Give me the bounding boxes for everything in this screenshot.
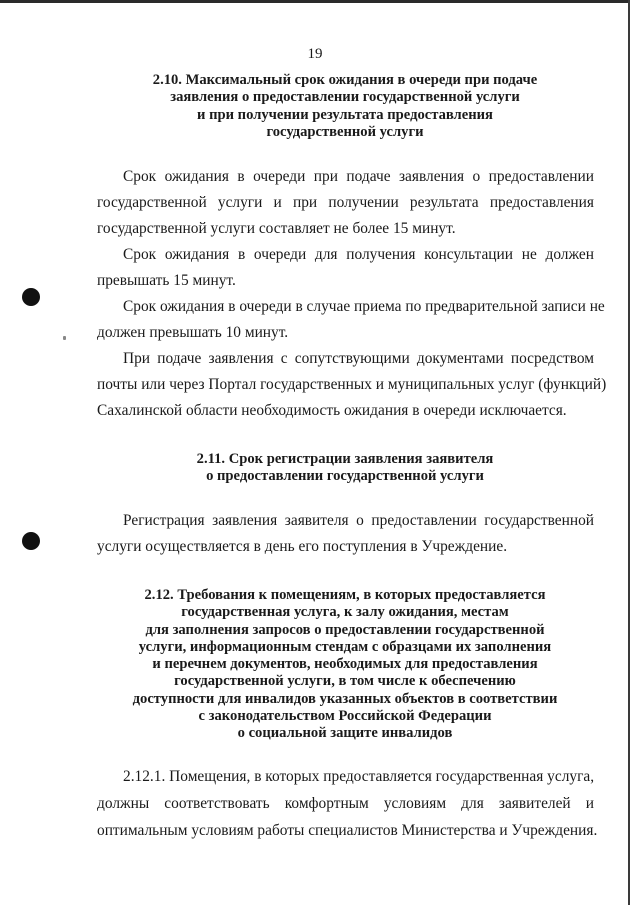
heading-line: о социальной защите инвалидов — [237, 725, 453, 742]
heading-line: заявления о предоставлении государственной услуги — [170, 89, 520, 106]
heading-line: 2.12. Требования к помещениям, в которых предоставляется — [144, 587, 546, 603]
heading-line: 2.10. Максимальный срок ожидания в очереди при подаче — [152, 72, 538, 88]
paragraph-line: услуги осуществляется в день его поступления в Учреждение. — [97, 538, 508, 555]
paragraph-line: При подаче заявления с сопутствующими документами посредством — [123, 350, 594, 367]
heading-line: государственной услуги — [266, 123, 424, 140]
heading-line: о предоставлении государственной услуги — [206, 468, 484, 485]
paragraph-line: Регистрация заявления заявителя о предоставлении государственной — [123, 512, 594, 529]
paragraph-line: оптимальным условиям работы специалистов Министерства и Учреждения. — [97, 822, 598, 839]
section-2-12-heading — [90, 587, 600, 743]
scan-edge-top — [0, 0, 630, 3]
paragraph-line: государственной услуги и при получении результата предоставления — [97, 194, 594, 211]
heading-line: с законодательством Российской Федерации — [198, 708, 492, 725]
heading-line: для заполнения запросов о предоставлении государственной — [145, 621, 545, 638]
paragraph-line: государственной услуги составляет не более 15 минут. — [97, 220, 456, 237]
paragraph-line: Сахалинской области необходимость ожидания в очереди исключается. — [97, 402, 567, 419]
heading-line: государственная услуга, к залу ожидания, местам — [181, 604, 509, 621]
section-2-11-heading — [90, 451, 600, 486]
scan-speck — [63, 336, 66, 340]
paragraph-line: должны соответствовать комфортным условиям для заявителей и — [97, 795, 594, 812]
heading-line: 2.11. Срок регистрации заявления заявителя — [196, 451, 494, 467]
heading-line: доступности для инвалидов указанных объектов в соответствии — [132, 690, 558, 707]
paragraph-line: Срок ожидания в очереди в случае приема по предварительной записи не — [123, 298, 605, 315]
punch-hole-upper — [22, 288, 40, 306]
paragraph-line: 2.12.1. Помещения, в которых предоставляется государственная услуга, — [123, 768, 595, 785]
heading-line: и при получении результата предоставления — [197, 106, 493, 123]
paragraph-line: должен превышать 10 минут. — [97, 324, 289, 341]
paragraph-line: Срок ожидания в очереди при подаче заявления о предоставлении — [123, 168, 594, 185]
paragraph-line: Срок ожидания в очереди для получения консультации не должен — [123, 246, 594, 263]
page-number: 19 — [307, 46, 323, 62]
section-2-10-heading — [90, 72, 600, 141]
paragraph-line: превышать 15 минут. — [97, 272, 236, 289]
heading-line: и перечнем документов, необходимых для предоставления — [152, 656, 538, 673]
heading-line: государственной услуги, в том числе к обеспечению — [174, 673, 516, 690]
paragraph-line: почты или через Портал государственных и муниципальных услуг (функций) — [97, 376, 607, 393]
heading-line: услуги, информационным стендам с образцами их заполнения — [138, 638, 552, 655]
punch-hole-lower — [22, 532, 40, 550]
